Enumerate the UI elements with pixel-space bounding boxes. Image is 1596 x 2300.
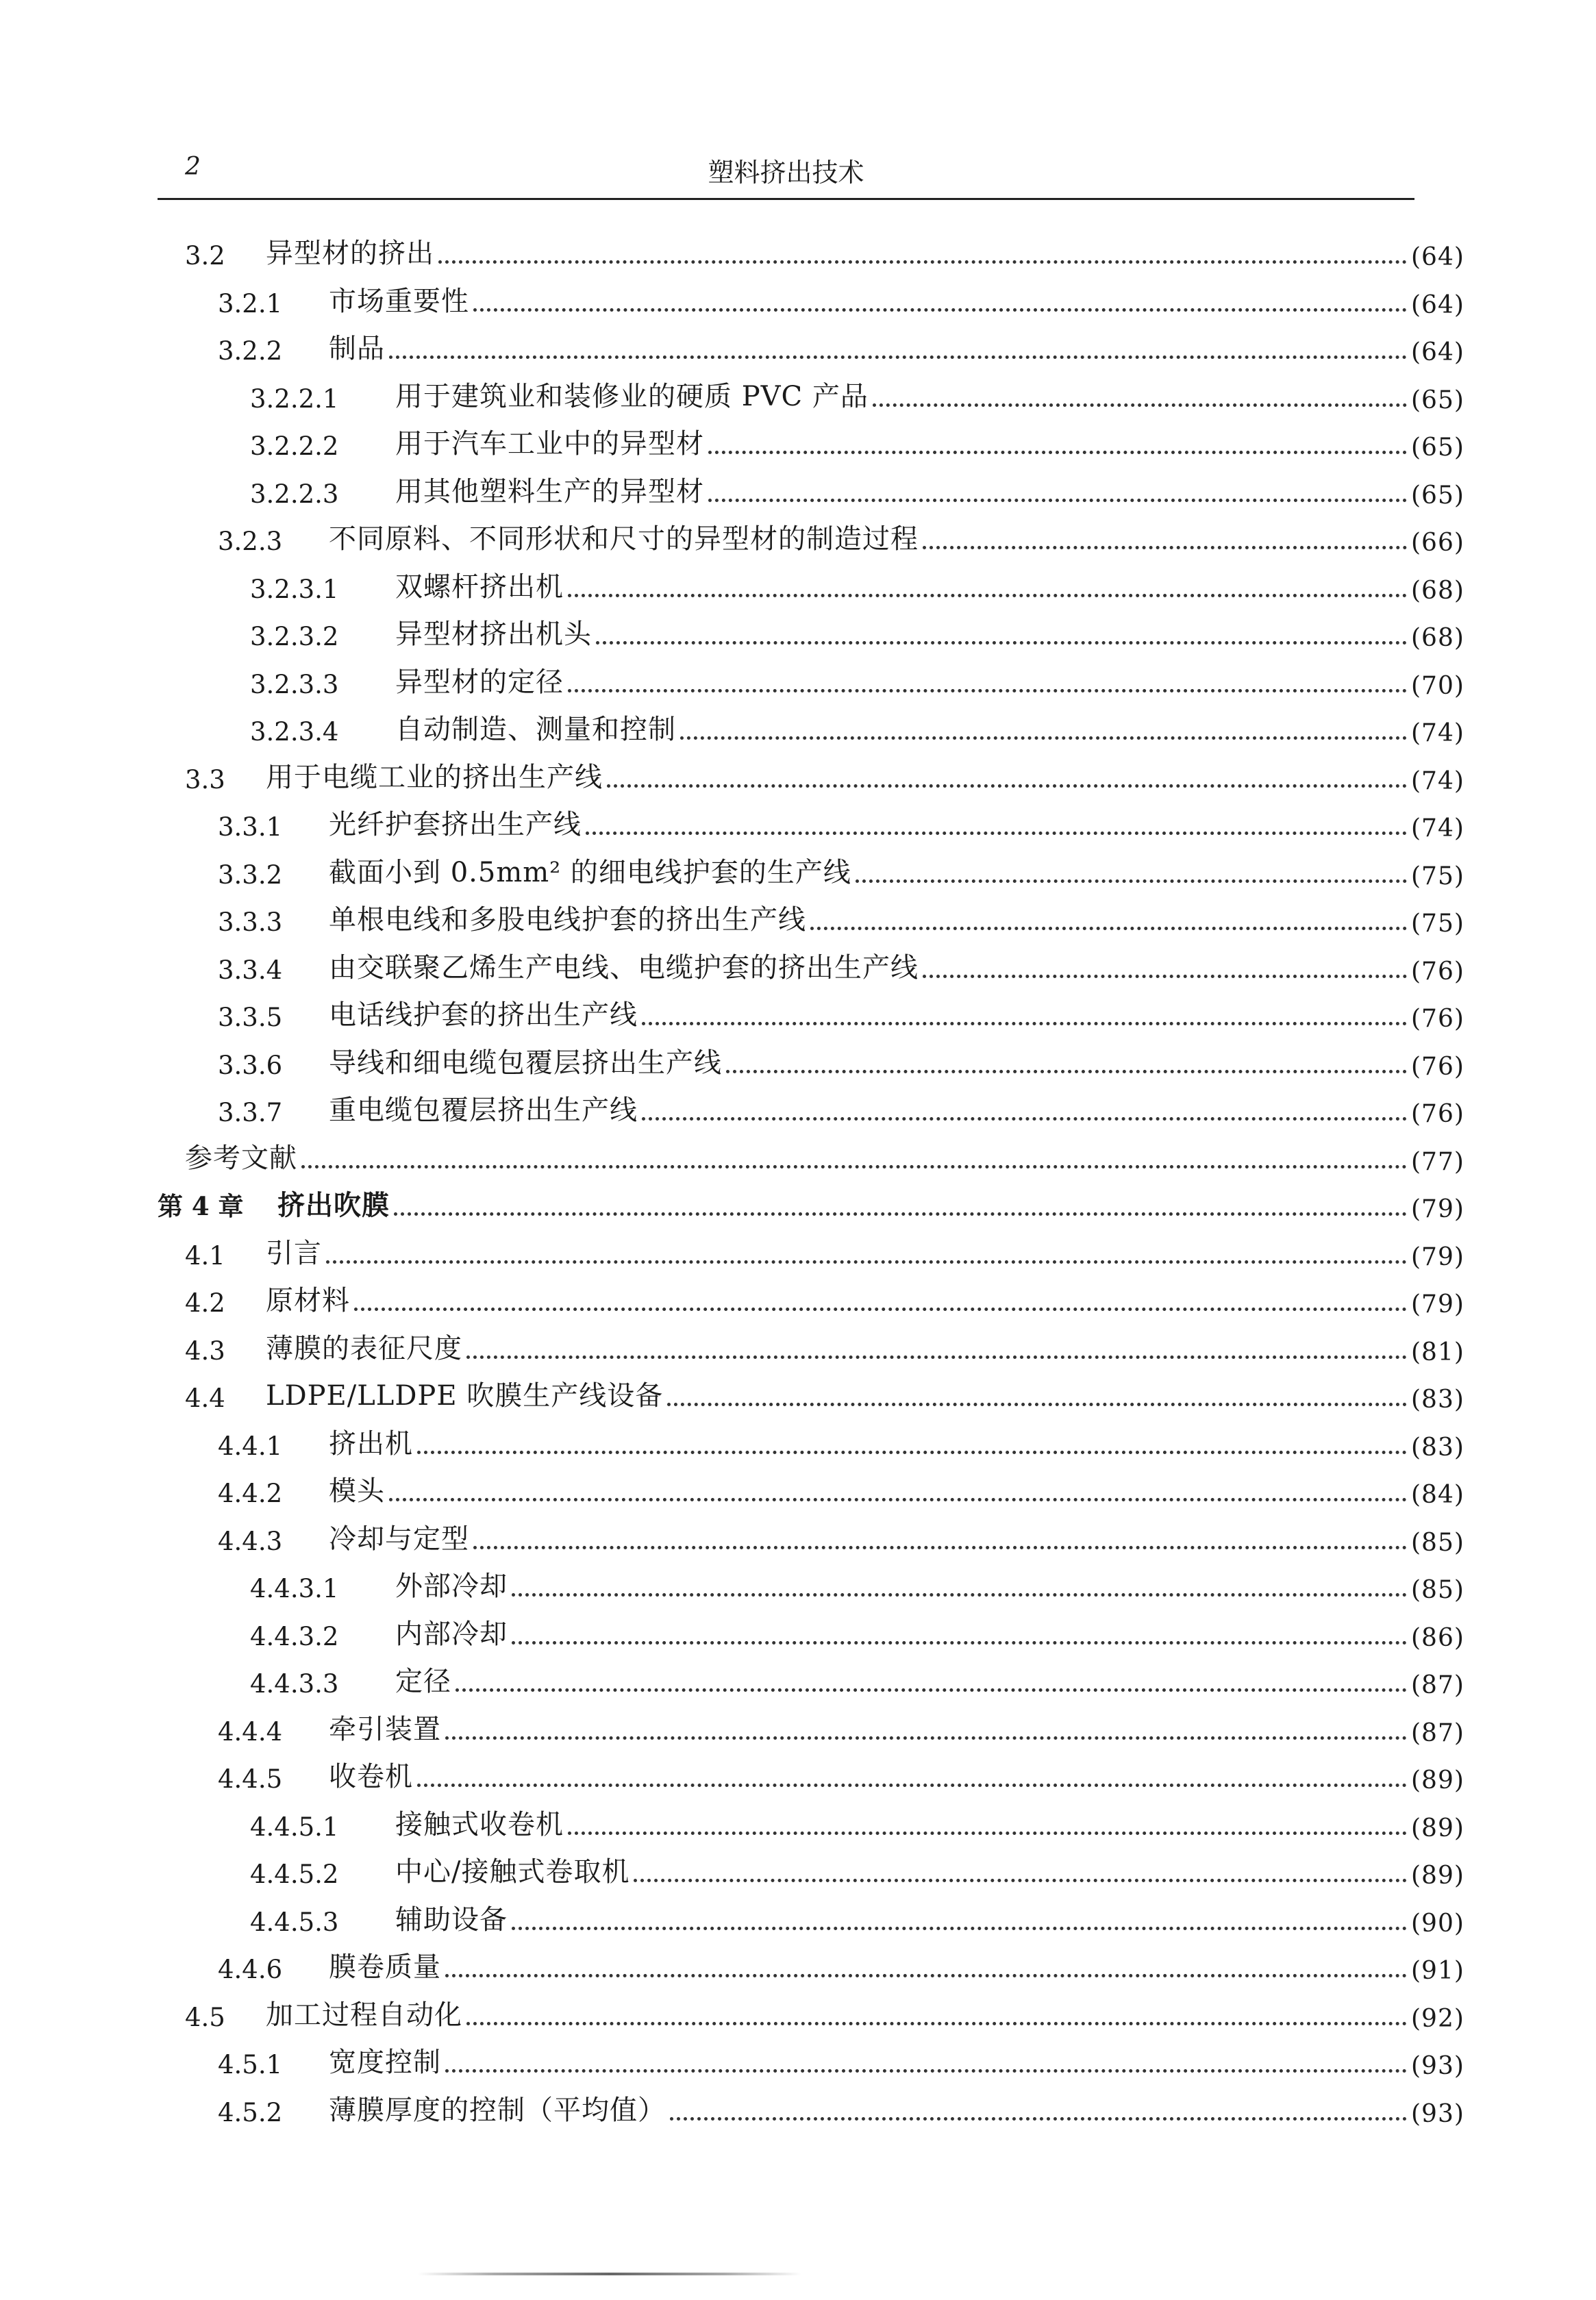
toc-entry-page: (89) <box>1411 1766 1464 1795</box>
toc-entry-title: 截面小到 0.5mm² 的细电线护套的生产线 <box>329 856 851 888</box>
toc-entry-title: 电话线护套的挤出生产线 <box>329 999 638 1031</box>
page-number: 2 <box>185 153 201 181</box>
toc-entry-page: (79) <box>1411 1242 1464 1271</box>
toc-entry-number: 4.4.3 <box>218 1526 283 1556</box>
toc-entry-page: (79) <box>1411 1195 1464 1223</box>
dot-leader <box>326 1260 1407 1264</box>
toc-entry-title: 光纤护套挤出生产线 <box>329 809 582 840</box>
toc-entry <box>0 896 1596 944</box>
toc-entry-number: 4.4 <box>185 1384 225 1413</box>
toc-entry-number: 4.4.2 <box>218 1479 283 1508</box>
toc-entry-page: (76) <box>1411 1100 1464 1128</box>
toc-entry-number: 3.2.3.1 <box>250 574 339 604</box>
toc-entry <box>0 610 1596 658</box>
dot-leader <box>389 1498 1407 1501</box>
toc-entry-number: 4.3 <box>185 1336 225 1366</box>
toc-entry-page: (76) <box>1411 957 1464 986</box>
toc-entry-title: 制品 <box>329 333 385 364</box>
toc-entry-number: 4.4.6 <box>218 1955 283 1984</box>
dot-leader <box>512 1927 1407 1930</box>
toc-entry-title: 单根电线和多股电线护套的挤出生产线 <box>329 904 806 936</box>
toc-entry-title: 用于建筑业和装修业的硬质 PVC 产品 <box>395 380 869 412</box>
dot-leader <box>607 784 1407 788</box>
dot-leader <box>642 1117 1407 1121</box>
toc-entry-number: 3.3.7 <box>218 1098 283 1127</box>
dot-leader <box>354 1308 1407 1311</box>
dot-leader <box>568 689 1407 692</box>
toc-entry <box>0 705 1596 753</box>
toc-entry-page: (89) <box>1411 1814 1464 1842</box>
page-header <box>158 147 1414 195</box>
dot-leader <box>923 975 1407 978</box>
toc-entry-page: (91) <box>1411 1957 1464 1985</box>
dot-leader <box>873 403 1407 407</box>
toc-entry-number: 4.4.3.1 <box>250 1574 339 1603</box>
toc-entry-number: 4.4.3.3 <box>250 1669 339 1699</box>
dot-leader <box>923 546 1407 549</box>
toc-entry-number: 4.5.2 <box>218 2097 283 2127</box>
toc-entry-number: 3.3.4 <box>218 955 283 985</box>
toc-entry-number: 4.5 <box>185 2002 225 2032</box>
dot-leader <box>445 1974 1407 1977</box>
toc-entry <box>0 1372 1596 1420</box>
toc-entry-number: 3.2 <box>185 241 225 271</box>
toc-entry-number: 4.4.5.2 <box>250 1860 339 1889</box>
toc-entry-number: 3.2.2 <box>218 336 283 366</box>
toc-entry <box>0 1658 1596 1705</box>
toc-entry-title: 用于电缆工业的挤出生产线 <box>266 761 603 793</box>
dot-leader <box>726 1070 1407 1073</box>
dot-leader <box>856 879 1407 883</box>
dot-leader <box>512 1641 1407 1645</box>
toc-entry-title: 自动制造、测量和控制 <box>395 714 676 745</box>
toc-entry-title: 挤出机 <box>329 1427 413 1460</box>
toc-entry-number: 4.4.5.3 <box>250 1907 339 1937</box>
toc-entry-number: 3.3 <box>185 764 225 795</box>
toc-entry <box>0 1467 1596 1515</box>
toc-entry <box>0 420 1596 468</box>
toc-entry-title: 薄膜厚度的控制（平均值） <box>329 2094 666 2126</box>
toc-entry <box>0 1420 1596 1468</box>
toc-entry-page: (64) <box>1411 290 1464 319</box>
toc-entry-title: 市场重要性 <box>329 285 469 317</box>
toc-entry <box>0 2038 1596 2086</box>
toc-entry-page: (65) <box>1411 386 1464 414</box>
toc-entry <box>0 944 1596 992</box>
toc-entry <box>0 277 1596 325</box>
toc-entry <box>0 468 1596 516</box>
toc-entry-page: (84) <box>1411 1481 1464 1509</box>
toc-entry-number: 4.4.5.1 <box>250 1812 339 1842</box>
toc-entry-number: 3.2.3.4 <box>250 717 339 747</box>
toc-entry-page: (85) <box>1411 1576 1464 1604</box>
dot-leader <box>438 260 1407 264</box>
toc-entry <box>0 1229 1596 1277</box>
toc-entry-number: 3.2.2.1 <box>250 384 339 414</box>
dot-leader <box>301 1165 1407 1168</box>
toc-entry <box>0 1562 1596 1610</box>
toc-entry-title: 内部冷却 <box>395 1618 508 1650</box>
footer-scan-mark <box>418 2273 801 2275</box>
toc-entry-title: 引言 <box>266 1237 322 1269</box>
toc-entry <box>0 1991 1596 2039</box>
toc-entry-page: (93) <box>1411 2099 1464 2128</box>
toc-entry-page: (85) <box>1411 1528 1464 1557</box>
toc-entry-number: 3.3.5 <box>218 1003 283 1032</box>
toc-entry-number: 4.1 <box>185 1240 225 1271</box>
toc-entry <box>0 1134 1596 1182</box>
toc-entry-title: 异型材的定径 <box>395 666 564 698</box>
toc-entry-title: 收卷机 <box>329 1761 413 1792</box>
toc-entry-title: 异型材挤出机头 <box>395 618 592 650</box>
toc-entry <box>0 229 1596 277</box>
toc-entry-title: 定径 <box>395 1666 451 1697</box>
toc-entry-title: 重电缆包覆层挤出生产线 <box>329 1095 638 1126</box>
toc-entry-page: (87) <box>1411 1671 1464 1699</box>
dot-leader <box>596 641 1407 645</box>
toc-entry-page: (89) <box>1411 1862 1464 1890</box>
dot-leader <box>708 451 1407 454</box>
toc-entry-page: (81) <box>1411 1338 1464 1366</box>
dot-leader <box>634 1879 1407 1882</box>
dot-leader <box>708 499 1407 502</box>
toc-entry <box>0 1610 1596 1658</box>
toc-entry-number: 3.2.2.2 <box>250 432 339 461</box>
toc-entry-page: (70) <box>1411 671 1464 700</box>
toc-entry <box>0 373 1596 421</box>
dot-leader <box>568 594 1407 597</box>
dot-leader <box>473 308 1407 312</box>
toc-entry-number: 4.5.1 <box>218 2050 283 2079</box>
toc-entry <box>0 1943 1596 1991</box>
dot-leader <box>810 927 1407 930</box>
toc-entry <box>0 1896 1596 1944</box>
dot-leader <box>586 832 1407 835</box>
toc-entry-page: (90) <box>1411 1909 1464 1938</box>
toc-entry-page: (93) <box>1411 2052 1464 2080</box>
toc-entry-title: 薄膜的表征尺度 <box>266 1332 462 1364</box>
toc-entry-page: (74) <box>1411 719 1464 747</box>
toc-entry-number: 3.2.3.2 <box>250 622 339 651</box>
toc-entry-title: 导线和细电缆包覆层挤出生产线 <box>329 1047 722 1079</box>
toc-entry <box>0 1182 1596 1229</box>
toc-entry-page: (77) <box>1411 1147 1464 1176</box>
toc-entry-title: 由交联聚乙烯生产电线、电缆护套的挤出生产线 <box>329 951 919 984</box>
table-of-contents <box>0 229 1596 2134</box>
toc-entry <box>0 1039 1596 1087</box>
dot-leader <box>512 1593 1407 1597</box>
toc-entry-number: 3.2.2.3 <box>250 479 339 509</box>
toc-entry <box>0 1277 1596 1325</box>
dot-leader <box>417 1451 1407 1454</box>
toc-entry-number: 3.3.3 <box>218 908 283 937</box>
toc-entry-number: 3.3.6 <box>218 1050 283 1080</box>
toc-entry-title: 加工过程自动化 <box>266 1999 462 2031</box>
header-rule <box>158 198 1414 200</box>
running-title: 塑料挤出技术 <box>708 158 864 188</box>
toc-entry-title: 挤出吹膜 <box>277 1189 390 1221</box>
toc-entry-title: 辅助设备 <box>395 1903 508 1936</box>
toc-entry-title: LDPE/LLDPE 吹膜生产线设备 <box>266 1380 664 1412</box>
toc-entry <box>0 2086 1596 2134</box>
toc-entry-number: 4.2 <box>185 1288 225 1318</box>
toc-entry <box>0 1753 1596 1801</box>
toc-entry <box>0 753 1596 801</box>
toc-entry-title: 双螺杆挤出机 <box>395 571 564 603</box>
toc-entry-title: 膜卷质量 <box>329 1951 441 1983</box>
toc-entry-number: 3.3.2 <box>218 860 283 890</box>
toc-entry-page: (75) <box>1411 910 1464 938</box>
toc-entry <box>0 325 1596 373</box>
toc-entry-number: 4.4.3.2 <box>250 1621 339 1651</box>
dot-leader <box>417 1784 1407 1787</box>
toc-entry-page: (74) <box>1411 814 1464 842</box>
toc-entry-page: (83) <box>1411 1433 1464 1462</box>
toc-entry-page: (87) <box>1411 1718 1464 1747</box>
toc-entry-page: (68) <box>1411 624 1464 652</box>
toc-entry-title: 外部冷却 <box>395 1571 508 1602</box>
toc-entry <box>0 1801 1596 1849</box>
toc-entry-title: 模头 <box>329 1475 385 1507</box>
toc-entry <box>0 991 1596 1039</box>
dot-leader <box>466 1355 1407 1359</box>
dot-leader <box>568 1832 1407 1835</box>
toc-entry-title: 用于汽车工业中的异型材 <box>395 428 704 460</box>
dot-leader <box>642 1022 1407 1025</box>
toc-entry-title: 不同原料、不同形状和尺寸的异型材的制造过程 <box>329 523 919 555</box>
toc-entry-title: 牵引装置 <box>329 1713 441 1745</box>
toc-entry-page: (74) <box>1411 766 1464 795</box>
toc-entry-page: (65) <box>1411 434 1464 462</box>
toc-entry-number: 3.2.1 <box>218 288 283 318</box>
dot-leader <box>389 355 1407 359</box>
toc-entry <box>0 658 1596 706</box>
toc-entry-page: (75) <box>1411 862 1464 890</box>
toc-entry-title: 参考文献 <box>185 1142 297 1174</box>
toc-entry <box>0 1086 1596 1134</box>
toc-entry <box>0 1325 1596 1373</box>
toc-entry-page: (86) <box>1411 1623 1464 1652</box>
dot-leader <box>456 1688 1407 1692</box>
dot-leader <box>466 2022 1407 2025</box>
toc-entry <box>0 1515 1596 1563</box>
toc-entry-title: 原材料 <box>266 1285 350 1316</box>
toc-entry-title: 宽度控制 <box>329 2047 441 2078</box>
toc-entry-page: (79) <box>1411 1290 1464 1318</box>
toc-entry-number: 4.4.4 <box>218 1716 283 1747</box>
toc-entry-number: 3.3.1 <box>218 812 283 842</box>
toc-entry-page: (76) <box>1411 1052 1464 1081</box>
toc-entry-title: 冷却与定型 <box>329 1523 469 1555</box>
toc-entry-number: 4.4.5 <box>218 1764 283 1794</box>
toc-entry-title: 异型材的挤出 <box>266 238 434 269</box>
toc-entry <box>0 801 1596 849</box>
dot-leader <box>680 736 1407 740</box>
toc-entry <box>0 1705 1596 1753</box>
dot-leader <box>667 1403 1407 1406</box>
toc-entry-number: 4.4.1 <box>218 1431 283 1461</box>
toc-entry-page: (68) <box>1411 576 1464 605</box>
toc-entry-page: (76) <box>1411 1005 1464 1033</box>
toc-entry-page: (66) <box>1411 529 1464 557</box>
dot-leader <box>670 2117 1407 2121</box>
dot-leader <box>445 1736 1407 1740</box>
toc-entry <box>0 515 1596 563</box>
dot-leader <box>473 1546 1407 1549</box>
toc-entry-title: 中心/接触式卷取机 <box>395 1856 630 1888</box>
toc-entry-number: 3.2.3.3 <box>250 669 339 699</box>
toc-entry-page: (64) <box>1411 338 1464 366</box>
toc-entry <box>0 849 1596 897</box>
toc-entry-title: 用其他塑料生产的异型材 <box>395 475 704 508</box>
toc-entry-title: 接触式收卷机 <box>395 1808 564 1840</box>
toc-entry-page: (64) <box>1411 243 1464 271</box>
toc-entry-number: 第 4 章 <box>158 1191 244 1221</box>
toc-entry-page: (92) <box>1411 2004 1464 2033</box>
dot-leader <box>445 2069 1407 2073</box>
toc-entry-page: (83) <box>1411 1386 1464 1414</box>
dot-leader <box>394 1212 1407 1216</box>
toc-entry <box>0 563 1596 611</box>
toc-entry <box>0 1848 1596 1896</box>
toc-entry-number: 3.2.3 <box>218 527 283 556</box>
toc-entry-page: (65) <box>1411 481 1464 510</box>
